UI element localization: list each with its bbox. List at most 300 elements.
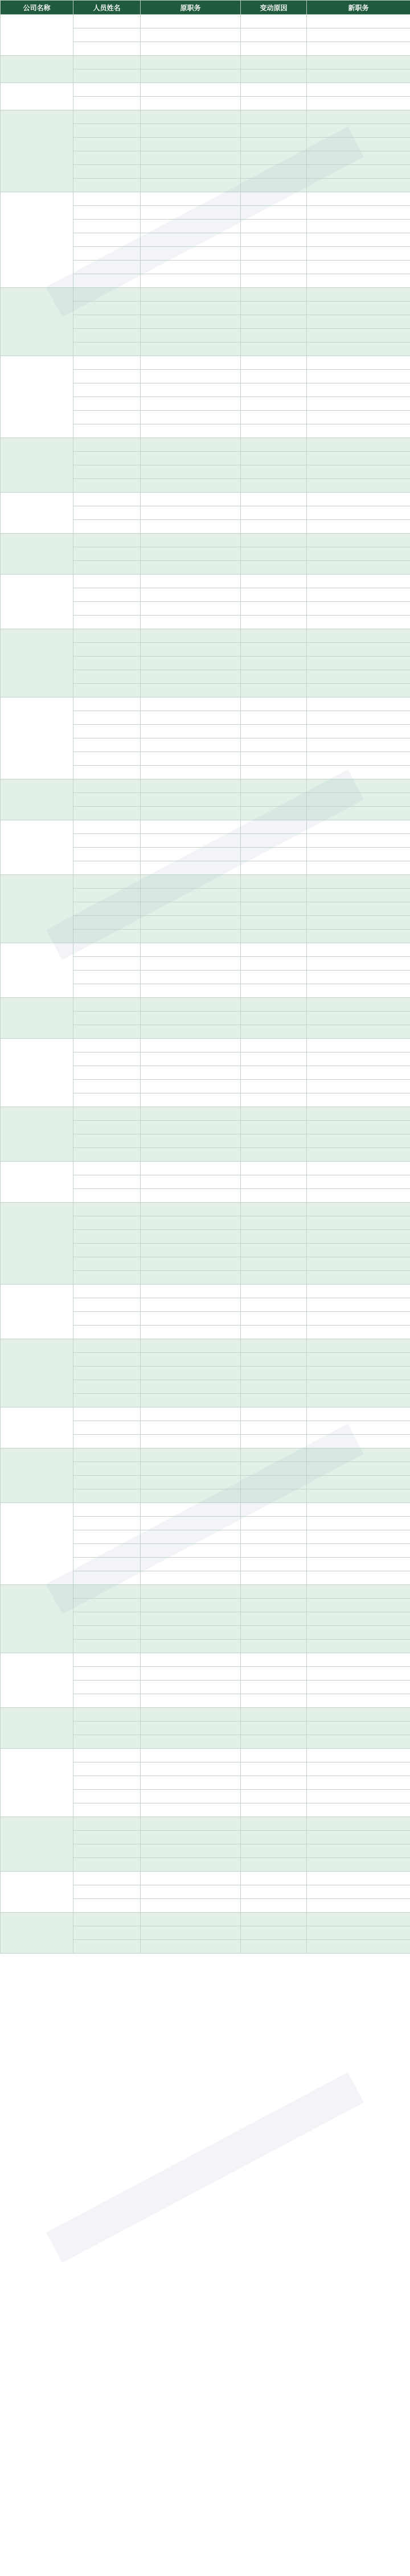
person-cell bbox=[73, 657, 141, 670]
reason-cell bbox=[241, 1107, 307, 1121]
person-cell bbox=[73, 493, 141, 506]
new-title-cell bbox=[307, 179, 410, 192]
new-title-cell bbox=[307, 1817, 410, 1831]
company-name-cell bbox=[1, 356, 73, 438]
old-title-cell bbox=[141, 1216, 241, 1230]
person-cell bbox=[73, 1503, 141, 1517]
new-title-cell bbox=[307, 1367, 410, 1380]
new-title-cell bbox=[307, 670, 410, 684]
reason-cell bbox=[241, 1407, 307, 1421]
old-title-cell bbox=[141, 233, 241, 247]
new-title-cell bbox=[307, 42, 410, 56]
old-title-cell bbox=[141, 1148, 241, 1162]
new-title-cell bbox=[307, 957, 410, 971]
old-title-cell bbox=[141, 766, 241, 779]
old-title-cell bbox=[141, 479, 241, 493]
new-title-cell bbox=[307, 261, 410, 274]
new-title-cell bbox=[307, 56, 410, 69]
person-cell bbox=[73, 1803, 141, 1817]
person-cell bbox=[73, 1298, 141, 1312]
person-cell bbox=[73, 288, 141, 302]
old-title-cell bbox=[141, 1257, 241, 1271]
reason-cell bbox=[241, 1353, 307, 1367]
new-title-cell bbox=[307, 930, 410, 943]
reason-cell bbox=[241, 1599, 307, 1612]
new-title-cell bbox=[307, 288, 410, 302]
new-title-cell bbox=[307, 561, 410, 575]
reason-cell bbox=[241, 1722, 307, 1735]
reason-cell bbox=[241, 561, 307, 575]
new-title-cell bbox=[307, 1339, 410, 1353]
table-row bbox=[1, 943, 410, 957]
person-cell bbox=[73, 411, 141, 424]
company-name-cell bbox=[1, 875, 73, 943]
old-title-cell bbox=[141, 1681, 241, 1694]
company-name-cell bbox=[1, 1039, 73, 1107]
reason-cell bbox=[241, 1230, 307, 1244]
reason-cell bbox=[241, 342, 307, 356]
old-title-cell bbox=[141, 192, 241, 206]
new-title-cell bbox=[307, 738, 410, 752]
new-title-cell bbox=[307, 1544, 410, 1558]
person-cell bbox=[73, 1585, 141, 1599]
table-row bbox=[1, 1285, 410, 1298]
company-name-cell bbox=[1, 943, 73, 998]
person-cell bbox=[73, 1489, 141, 1503]
old-title-cell bbox=[141, 520, 241, 534]
old-title-cell bbox=[141, 657, 241, 670]
reason-cell bbox=[241, 916, 307, 930]
person-cell bbox=[73, 861, 141, 875]
new-title-cell bbox=[307, 1844, 410, 1858]
new-title-cell bbox=[307, 1093, 410, 1107]
new-title-cell bbox=[307, 493, 410, 506]
person-cell bbox=[73, 1762, 141, 1776]
reason-cell bbox=[241, 97, 307, 110]
person-cell bbox=[73, 424, 141, 438]
reason-cell bbox=[241, 889, 307, 902]
person-cell bbox=[73, 902, 141, 916]
person-cell bbox=[73, 1708, 141, 1722]
old-title-cell bbox=[141, 1298, 241, 1312]
old-title-cell bbox=[141, 411, 241, 424]
person-cell bbox=[73, 1394, 141, 1407]
new-title-cell bbox=[307, 848, 410, 861]
new-title-cell bbox=[307, 329, 410, 342]
reason-cell bbox=[241, 302, 307, 315]
new-title-cell bbox=[307, 875, 410, 889]
reason-cell bbox=[241, 356, 307, 370]
reason-cell bbox=[241, 465, 307, 479]
old-title-cell bbox=[141, 629, 241, 643]
new-title-cell bbox=[307, 1353, 410, 1367]
new-title-cell bbox=[307, 1626, 410, 1640]
new-title-cell bbox=[307, 1803, 410, 1817]
new-title-cell bbox=[307, 1203, 410, 1216]
new-title-cell bbox=[307, 302, 410, 315]
column-header-new-title: 新职务 bbox=[307, 1, 410, 15]
reason-cell bbox=[241, 971, 307, 984]
old-title-cell bbox=[141, 1203, 241, 1216]
old-title-cell bbox=[141, 834, 241, 848]
new-title-cell bbox=[307, 943, 410, 957]
person-cell bbox=[73, 916, 141, 930]
new-title-cell bbox=[307, 1025, 410, 1039]
reason-cell bbox=[241, 807, 307, 820]
person-cell bbox=[73, 1640, 141, 1653]
reason-cell bbox=[241, 1298, 307, 1312]
new-title-cell bbox=[307, 779, 410, 793]
old-title-cell bbox=[141, 1776, 241, 1790]
new-title-cell bbox=[307, 834, 410, 848]
new-title-cell bbox=[307, 1271, 410, 1285]
reason-cell bbox=[241, 247, 307, 261]
old-title-cell bbox=[141, 725, 241, 738]
person-cell bbox=[73, 534, 141, 547]
reason-cell bbox=[241, 220, 307, 233]
old-title-cell bbox=[141, 493, 241, 506]
person-cell bbox=[73, 793, 141, 807]
old-title-cell bbox=[141, 1544, 241, 1558]
old-title-cell bbox=[141, 151, 241, 165]
person-cell bbox=[73, 1544, 141, 1558]
reason-cell bbox=[241, 1134, 307, 1148]
person-cell bbox=[73, 588, 141, 602]
old-title-cell bbox=[141, 1435, 241, 1448]
new-title-cell bbox=[307, 657, 410, 670]
person-cell bbox=[73, 1271, 141, 1285]
person-cell bbox=[73, 233, 141, 247]
person-cell bbox=[73, 1421, 141, 1435]
new-title-cell bbox=[307, 1298, 410, 1312]
reason-cell bbox=[241, 547, 307, 561]
new-title-cell bbox=[307, 1380, 410, 1394]
person-cell bbox=[73, 1517, 141, 1530]
person-cell bbox=[73, 1913, 141, 1926]
reason-cell bbox=[241, 1940, 307, 1954]
old-title-cell bbox=[141, 1448, 241, 1462]
person-cell bbox=[73, 930, 141, 943]
old-title-cell bbox=[141, 1599, 241, 1612]
new-title-cell bbox=[307, 616, 410, 629]
reason-cell bbox=[241, 1216, 307, 1230]
reason-cell bbox=[241, 110, 307, 124]
new-title-cell bbox=[307, 1503, 410, 1517]
new-title-cell bbox=[307, 206, 410, 220]
reason-cell bbox=[241, 329, 307, 342]
person-cell bbox=[73, 1776, 141, 1790]
new-title-cell bbox=[307, 452, 410, 465]
person-cell bbox=[73, 1612, 141, 1626]
reason-cell bbox=[241, 1189, 307, 1203]
company-name-cell bbox=[1, 1872, 73, 1913]
reason-cell bbox=[241, 943, 307, 957]
old-title-cell bbox=[141, 1189, 241, 1203]
old-title-cell bbox=[141, 438, 241, 452]
reason-cell bbox=[241, 1203, 307, 1216]
old-title-cell bbox=[141, 602, 241, 616]
person-cell bbox=[73, 315, 141, 329]
reason-cell bbox=[241, 779, 307, 793]
new-title-cell bbox=[307, 1326, 410, 1339]
reason-cell bbox=[241, 274, 307, 288]
new-title-cell bbox=[307, 711, 410, 725]
table-row bbox=[1, 1107, 410, 1121]
reason-cell bbox=[241, 875, 307, 889]
reason-cell bbox=[241, 397, 307, 411]
reason-cell bbox=[241, 1039, 307, 1052]
old-title-cell bbox=[141, 1790, 241, 1803]
new-title-cell bbox=[307, 902, 410, 916]
company-name-cell bbox=[1, 83, 73, 110]
old-title-cell bbox=[141, 1558, 241, 1571]
table-row bbox=[1, 1039, 410, 1052]
new-title-cell bbox=[307, 793, 410, 807]
old-title-cell bbox=[141, 452, 241, 465]
new-title-cell bbox=[307, 1066, 410, 1080]
reason-cell bbox=[241, 1435, 307, 1448]
reason-cell bbox=[241, 1339, 307, 1353]
new-title-cell bbox=[307, 697, 410, 711]
old-title-cell bbox=[141, 547, 241, 561]
reason-cell bbox=[241, 670, 307, 684]
person-cell bbox=[73, 807, 141, 820]
new-title-cell bbox=[307, 479, 410, 493]
person-cell bbox=[73, 397, 141, 411]
old-title-cell bbox=[141, 247, 241, 261]
person-cell bbox=[73, 1312, 141, 1326]
company-name-cell bbox=[1, 1107, 73, 1162]
reason-cell bbox=[241, 1175, 307, 1189]
person-cell bbox=[73, 697, 141, 711]
old-title-cell bbox=[141, 274, 241, 288]
old-title-cell bbox=[141, 424, 241, 438]
table-row bbox=[1, 629, 410, 643]
new-title-cell bbox=[307, 575, 410, 588]
old-title-cell bbox=[141, 1162, 241, 1175]
new-title-cell bbox=[307, 1558, 410, 1571]
new-title-cell bbox=[307, 506, 410, 520]
person-cell bbox=[73, 1407, 141, 1421]
old-title-cell bbox=[141, 588, 241, 602]
table-row bbox=[1, 1872, 410, 1885]
old-title-cell bbox=[141, 779, 241, 793]
person-cell bbox=[73, 1749, 141, 1762]
company-name-cell bbox=[1, 779, 73, 820]
person-cell bbox=[73, 1722, 141, 1735]
person-cell bbox=[73, 1940, 141, 1954]
reason-cell bbox=[241, 1571, 307, 1585]
reason-cell bbox=[241, 1503, 307, 1517]
person-cell bbox=[73, 779, 141, 793]
reason-cell bbox=[241, 1326, 307, 1339]
new-title-cell bbox=[307, 520, 410, 534]
reason-cell bbox=[241, 1421, 307, 1435]
table-row bbox=[1, 1913, 410, 1926]
old-title-cell bbox=[141, 1353, 241, 1367]
old-title-cell bbox=[141, 397, 241, 411]
column-header-company: 公司名称 bbox=[1, 1, 73, 15]
new-title-cell bbox=[307, 315, 410, 329]
old-title-cell bbox=[141, 342, 241, 356]
person-cell bbox=[73, 1844, 141, 1858]
table-row bbox=[1, 575, 410, 588]
person-cell bbox=[73, 124, 141, 138]
old-title-cell bbox=[141, 15, 241, 28]
person-cell bbox=[73, 329, 141, 342]
table-row bbox=[1, 1708, 410, 1722]
new-title-cell bbox=[307, 192, 410, 206]
new-title-cell bbox=[307, 1448, 410, 1462]
person-cell bbox=[73, 220, 141, 233]
new-title-cell bbox=[307, 602, 410, 616]
person-cell bbox=[73, 1216, 141, 1230]
new-title-cell bbox=[307, 274, 410, 288]
person-cell bbox=[73, 179, 141, 192]
table-row bbox=[1, 15, 410, 28]
person-cell bbox=[73, 506, 141, 520]
old-title-cell bbox=[141, 506, 241, 520]
reason-cell bbox=[241, 1244, 307, 1257]
old-title-cell bbox=[141, 957, 241, 971]
old-title-cell bbox=[141, 670, 241, 684]
reason-cell bbox=[241, 179, 307, 192]
new-title-cell bbox=[307, 1012, 410, 1025]
new-title-cell bbox=[307, 1244, 410, 1257]
company-name-cell bbox=[1, 697, 73, 779]
old-title-cell bbox=[141, 1722, 241, 1735]
old-title-cell bbox=[141, 916, 241, 930]
new-title-cell bbox=[307, 151, 410, 165]
table-row bbox=[1, 192, 410, 206]
reason-cell bbox=[241, 984, 307, 998]
old-title-cell bbox=[141, 820, 241, 834]
old-title-cell bbox=[141, 1503, 241, 1517]
table-row bbox=[1, 779, 410, 793]
reason-cell bbox=[241, 206, 307, 220]
reason-cell bbox=[241, 1612, 307, 1626]
new-title-cell bbox=[307, 83, 410, 97]
person-cell bbox=[73, 670, 141, 684]
person-cell bbox=[73, 1380, 141, 1394]
reason-cell bbox=[241, 1380, 307, 1394]
company-name-cell bbox=[1, 110, 73, 192]
old-title-cell bbox=[141, 902, 241, 916]
person-cell bbox=[73, 138, 141, 151]
old-title-cell bbox=[141, 370, 241, 383]
old-title-cell bbox=[141, 616, 241, 629]
new-title-cell bbox=[307, 1735, 410, 1749]
table-row bbox=[1, 697, 410, 711]
old-title-cell bbox=[141, 861, 241, 875]
reason-cell bbox=[241, 1476, 307, 1489]
reason-cell bbox=[241, 1776, 307, 1790]
table-row bbox=[1, 83, 410, 97]
reason-cell bbox=[241, 1162, 307, 1175]
old-title-cell bbox=[141, 1244, 241, 1257]
old-title-cell bbox=[141, 643, 241, 657]
table-row bbox=[1, 875, 410, 889]
old-title-cell bbox=[141, 848, 241, 861]
old-title-cell bbox=[141, 1913, 241, 1926]
old-title-cell bbox=[141, 1107, 241, 1121]
reason-cell bbox=[241, 1790, 307, 1803]
reason-cell bbox=[241, 861, 307, 875]
old-title-cell bbox=[141, 1380, 241, 1394]
company-name-cell bbox=[1, 629, 73, 697]
person-cell bbox=[73, 1080, 141, 1093]
reason-cell bbox=[241, 1271, 307, 1285]
reason-cell bbox=[241, 192, 307, 206]
person-cell bbox=[73, 97, 141, 110]
reason-cell bbox=[241, 1640, 307, 1653]
old-title-cell bbox=[141, 42, 241, 56]
reason-cell bbox=[241, 629, 307, 643]
old-title-cell bbox=[141, 56, 241, 69]
person-cell bbox=[73, 1558, 141, 1571]
person-cell bbox=[73, 752, 141, 766]
reason-cell bbox=[241, 1899, 307, 1913]
person-cell bbox=[73, 1189, 141, 1203]
old-title-cell bbox=[141, 28, 241, 42]
new-title-cell bbox=[307, 1162, 410, 1175]
person-cell bbox=[73, 1885, 141, 1899]
person-cell bbox=[73, 1326, 141, 1339]
person-cell bbox=[73, 1121, 141, 1134]
old-title-cell bbox=[141, 1285, 241, 1298]
reason-cell bbox=[241, 1817, 307, 1831]
table-header-row bbox=[1, 1, 410, 15]
new-title-cell bbox=[307, 861, 410, 875]
person-cell bbox=[73, 1039, 141, 1052]
table-row bbox=[1, 820, 410, 834]
person-cell bbox=[73, 274, 141, 288]
column-header-old-title: 原职务 bbox=[141, 1, 241, 15]
new-title-cell bbox=[307, 1640, 410, 1653]
person-cell bbox=[73, 643, 141, 657]
table-row bbox=[1, 56, 410, 69]
old-title-cell bbox=[141, 575, 241, 588]
reason-cell bbox=[241, 1462, 307, 1476]
reason-cell bbox=[241, 151, 307, 165]
person-cell bbox=[73, 1599, 141, 1612]
company-name-cell bbox=[1, 1448, 73, 1503]
reason-cell bbox=[241, 588, 307, 602]
reason-cell bbox=[241, 1530, 307, 1544]
old-title-cell bbox=[141, 1175, 241, 1189]
new-title-cell bbox=[307, 588, 410, 602]
new-title-cell bbox=[307, 138, 410, 151]
new-title-cell bbox=[307, 342, 410, 356]
old-title-cell bbox=[141, 1039, 241, 1052]
old-title-cell bbox=[141, 998, 241, 1012]
new-title-cell bbox=[307, 1175, 410, 1189]
old-title-cell bbox=[141, 971, 241, 984]
person-cell bbox=[73, 738, 141, 752]
new-title-cell bbox=[307, 397, 410, 411]
reason-cell bbox=[241, 684, 307, 697]
reason-cell bbox=[241, 28, 307, 42]
new-title-cell bbox=[307, 1899, 410, 1913]
reason-cell bbox=[241, 452, 307, 465]
old-title-cell bbox=[141, 1312, 241, 1326]
company-name-cell bbox=[1, 438, 73, 493]
old-title-cell bbox=[141, 329, 241, 342]
new-title-cell bbox=[307, 1858, 410, 1872]
person-cell bbox=[73, 684, 141, 697]
new-title-cell bbox=[307, 220, 410, 233]
old-title-cell bbox=[141, 1940, 241, 1954]
